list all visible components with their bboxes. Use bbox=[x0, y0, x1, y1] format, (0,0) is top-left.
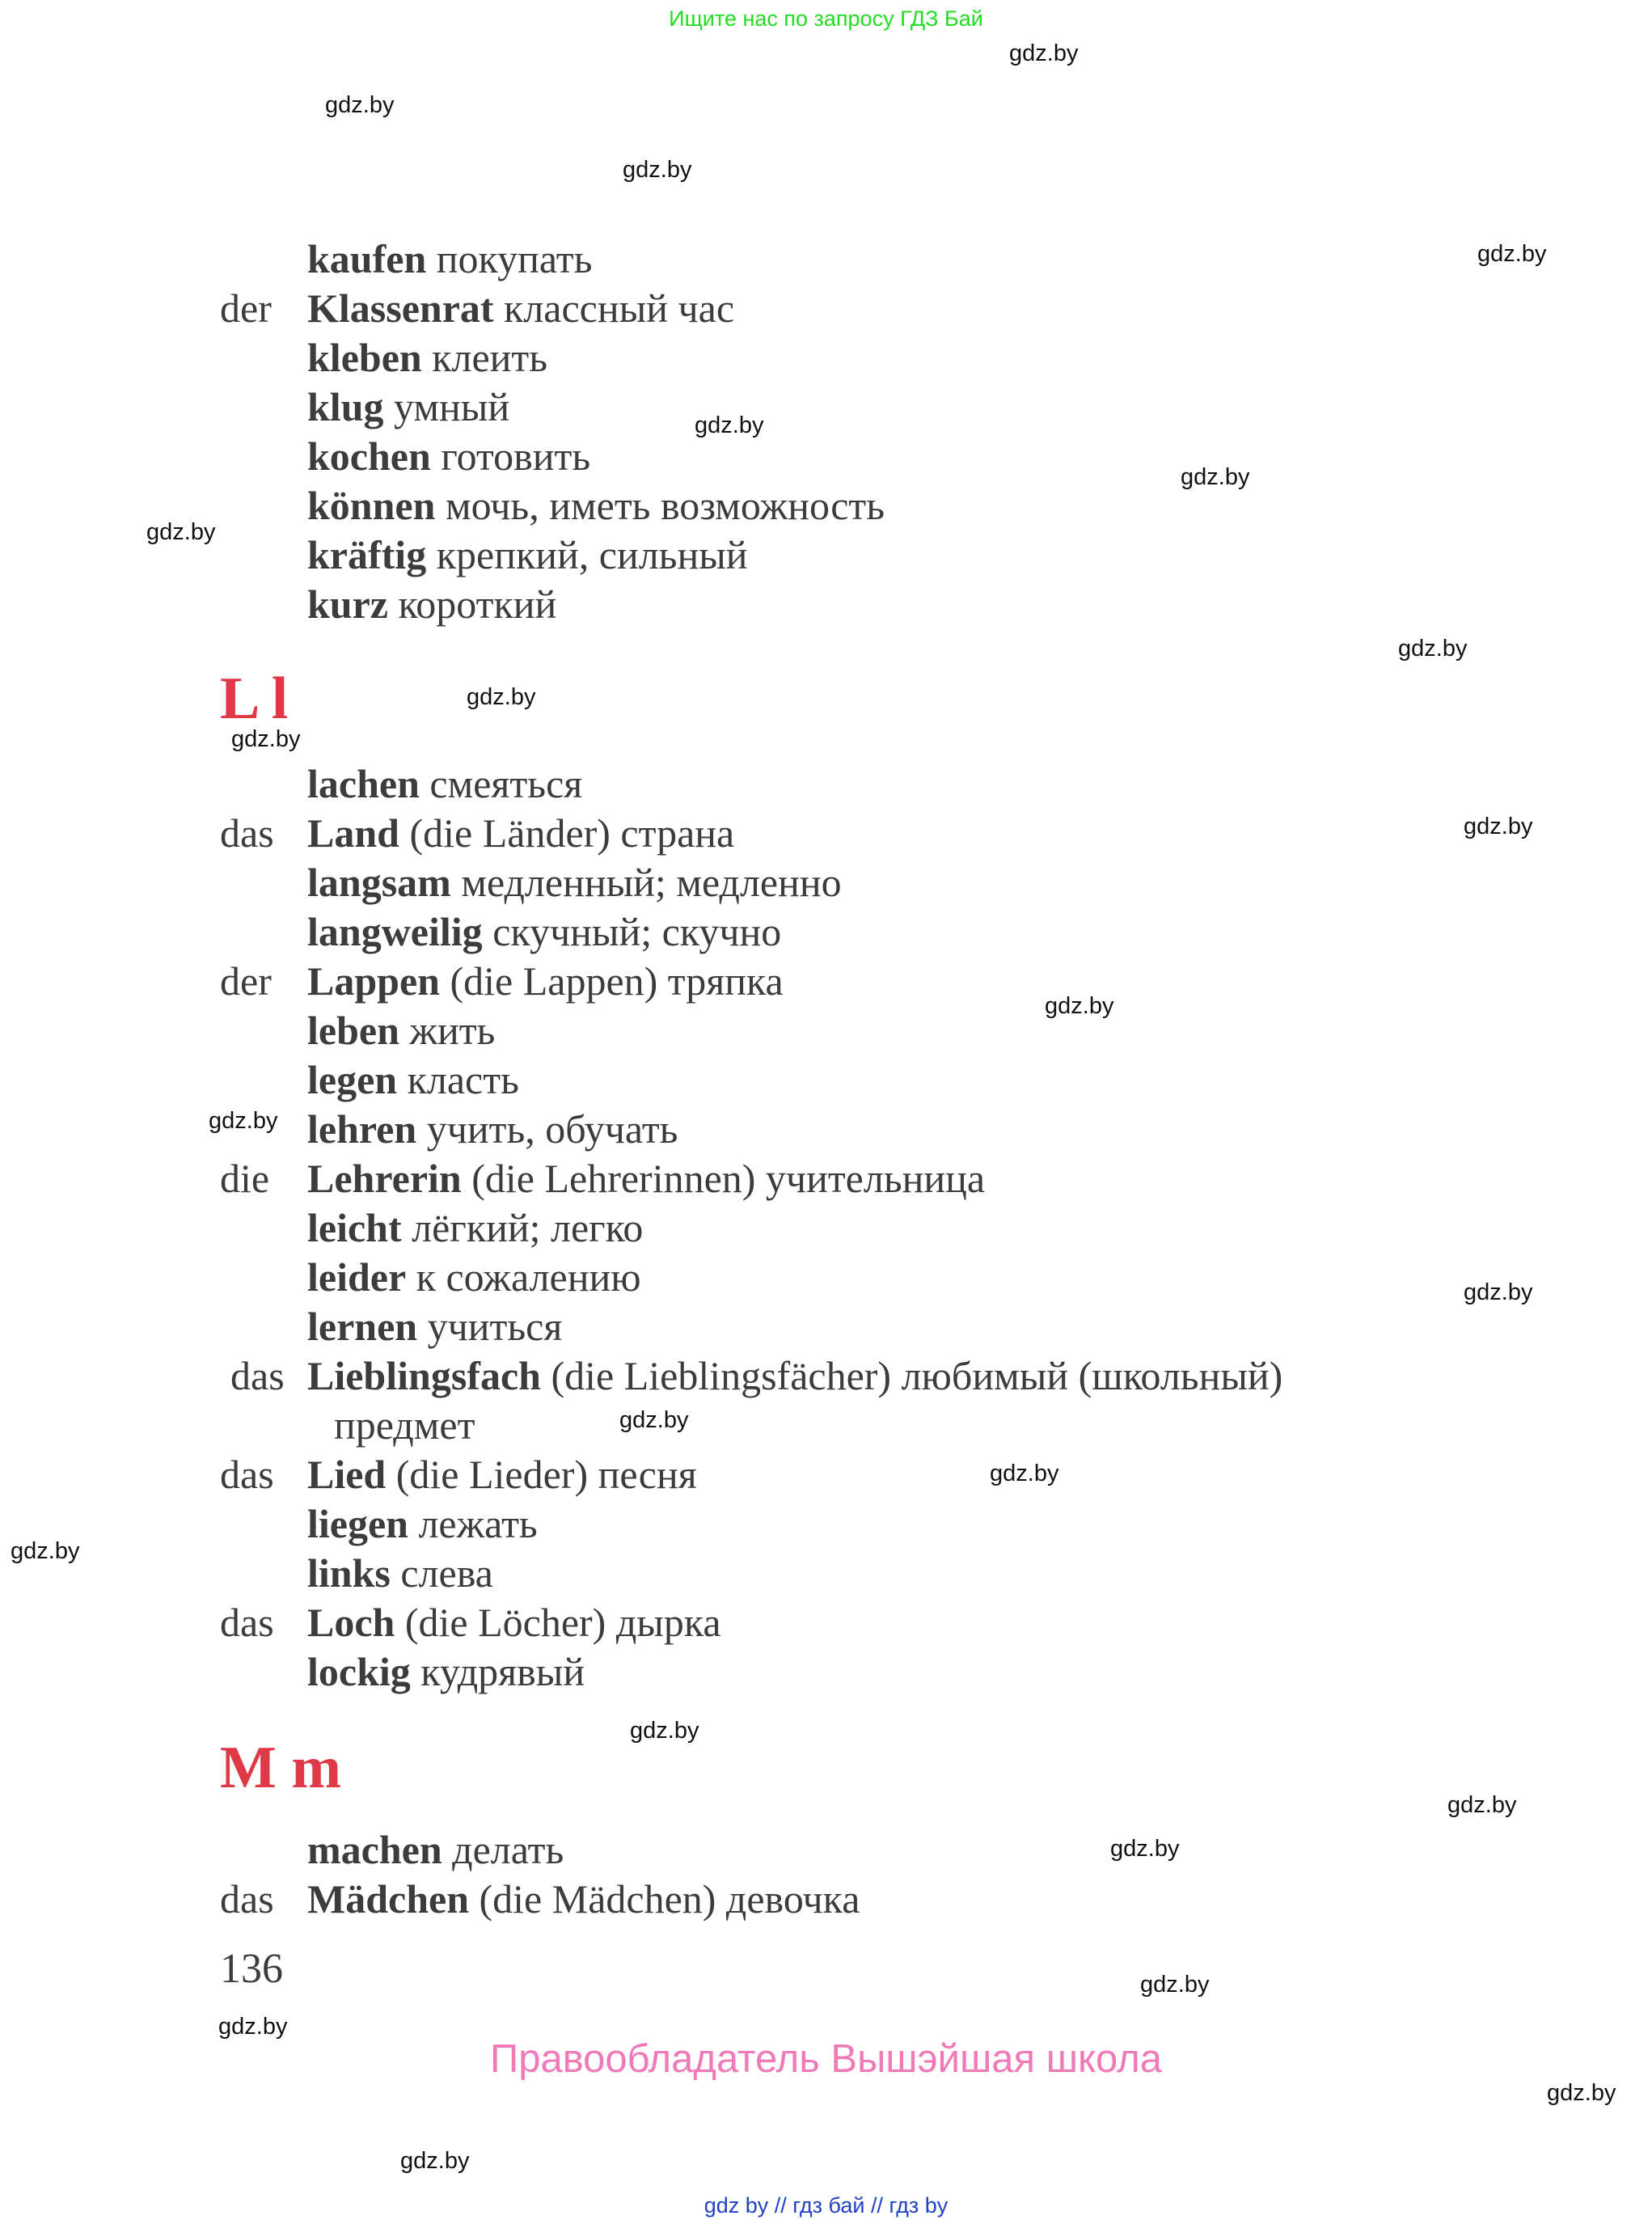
headword: lernen bbox=[307, 1304, 418, 1349]
translation: мочь, иметь возможность bbox=[435, 483, 885, 528]
top-banner: Ищите нас по запросу ГДЗ Бай bbox=[669, 6, 983, 31]
translation: (die Lehrerinnen) учительница bbox=[461, 1156, 986, 1201]
translation: клеить bbox=[421, 335, 548, 380]
headword: klug bbox=[307, 384, 384, 429]
translation: классный час bbox=[493, 285, 735, 331]
headword: können bbox=[307, 483, 436, 528]
entry bbox=[307, 1055, 519, 1105]
entry bbox=[307, 1824, 564, 1875]
article: die bbox=[220, 1156, 270, 1201]
entry bbox=[307, 1351, 1282, 1401]
entry bbox=[334, 1400, 475, 1450]
translation: лёгкий; легко bbox=[401, 1205, 644, 1250]
entry bbox=[307, 1104, 678, 1154]
entry bbox=[307, 382, 509, 432]
entry bbox=[307, 1499, 538, 1549]
translation: к сожалению bbox=[406, 1254, 641, 1300]
letter-heading-l: L l bbox=[220, 666, 289, 732]
translation: готовить bbox=[430, 433, 591, 479]
headword: leider bbox=[307, 1254, 407, 1300]
headword: Loch bbox=[307, 1600, 395, 1645]
entry bbox=[307, 1301, 562, 1351]
entry bbox=[307, 1548, 493, 1598]
watermark: gdz.by bbox=[400, 2148, 470, 2174]
headword: Lappen bbox=[307, 958, 440, 1004]
watermark: gdz.by bbox=[1398, 636, 1468, 662]
translation: учиться bbox=[417, 1304, 563, 1349]
translation: короткий bbox=[388, 581, 557, 627]
watermark: gdz.by bbox=[209, 1108, 278, 1134]
watermark: gdz.by bbox=[231, 726, 301, 752]
watermark: gdz.by bbox=[1464, 1279, 1533, 1305]
translation: учить, обучать bbox=[416, 1106, 678, 1152]
translation: делать bbox=[442, 1827, 564, 1872]
entry bbox=[307, 1597, 721, 1647]
article: das bbox=[220, 810, 274, 856]
copyright-notice: Правообладатель Вышэйшая школа bbox=[489, 2037, 1163, 2081]
translation: класть bbox=[397, 1057, 519, 1102]
translation: медленный; медленно bbox=[450, 860, 842, 905]
watermark: gdz.by bbox=[1447, 1792, 1517, 1818]
watermark: gdz.by bbox=[619, 1407, 689, 1433]
headword: langweilig bbox=[307, 909, 483, 954]
headword: leben bbox=[307, 1008, 399, 1053]
translation: кудрявый bbox=[410, 1649, 585, 1694]
entry bbox=[307, 808, 734, 858]
letter-heading-m: M m bbox=[220, 1735, 341, 1801]
headword: kurz bbox=[307, 581, 388, 627]
translation: жить bbox=[399, 1008, 496, 1053]
watermark: gdz.by bbox=[218, 2014, 288, 2040]
watermark: gdz.by bbox=[325, 92, 395, 118]
watermark: gdz.by bbox=[1110, 1836, 1180, 1862]
headword: kleben bbox=[307, 335, 422, 380]
headword: kaufen bbox=[307, 236, 427, 281]
headword: kräftig bbox=[307, 532, 427, 577]
watermark: gdz.by bbox=[1045, 993, 1114, 1019]
article: das bbox=[220, 1600, 274, 1645]
watermark: gdz.by bbox=[1181, 464, 1250, 490]
watermark: gdz.by bbox=[630, 1718, 699, 1744]
headword: leicht bbox=[307, 1205, 402, 1250]
headword: legen bbox=[307, 1057, 398, 1102]
headword: lockig bbox=[307, 1649, 411, 1694]
article: das bbox=[220, 1452, 274, 1497]
headword: machen bbox=[307, 1827, 442, 1872]
article: der bbox=[220, 285, 272, 331]
article: das bbox=[220, 1876, 274, 1922]
watermark: gdz.by bbox=[1477, 241, 1547, 267]
headword: lachen bbox=[307, 761, 420, 806]
entry bbox=[307, 1647, 585, 1697]
translation: (die Länder) страна bbox=[399, 810, 735, 856]
watermark: gdz.by bbox=[1547, 2080, 1616, 2106]
watermark: gdz.by bbox=[11, 1538, 80, 1564]
entry bbox=[307, 857, 842, 907]
translation: лежать bbox=[408, 1501, 538, 1546]
entry bbox=[307, 1203, 643, 1253]
watermark: gdz.by bbox=[695, 412, 764, 438]
headword: lehren bbox=[307, 1106, 417, 1152]
entry bbox=[307, 283, 734, 333]
footer-links[interactable]: gdz by // гдз бай // гдз by bbox=[703, 2193, 949, 2218]
watermark: gdz.by bbox=[990, 1461, 1059, 1486]
headword: Mädchen bbox=[307, 1876, 469, 1922]
headword: Land bbox=[307, 810, 399, 856]
translation: покупать bbox=[426, 236, 593, 281]
headword: Lieblingsfach bbox=[307, 1353, 541, 1398]
entry bbox=[307, 1252, 641, 1302]
headword: Lied bbox=[307, 1452, 387, 1497]
translation: умный bbox=[383, 384, 510, 429]
entry bbox=[307, 956, 784, 1006]
watermark: gdz.by bbox=[1009, 40, 1079, 66]
entry bbox=[307, 332, 547, 383]
entry bbox=[307, 1874, 860, 1924]
headword: langsam bbox=[307, 860, 451, 905]
page-number: 136 bbox=[220, 1946, 283, 1992]
entry bbox=[307, 431, 590, 481]
translation: (die Lappen) тряпка bbox=[439, 958, 784, 1004]
watermark: gdz.by bbox=[146, 519, 216, 545]
entry bbox=[307, 759, 582, 809]
entry bbox=[307, 1005, 495, 1055]
headword: liegen bbox=[307, 1501, 408, 1546]
headword: links bbox=[307, 1550, 391, 1596]
entry bbox=[307, 530, 748, 580]
headword: Lehrerin bbox=[307, 1156, 462, 1201]
headword: Klassenrat bbox=[307, 285, 494, 331]
translation: слева bbox=[390, 1550, 493, 1596]
article: das bbox=[230, 1353, 285, 1398]
translation: скучный; скучно bbox=[482, 909, 782, 954]
entry bbox=[307, 907, 781, 957]
entry bbox=[307, 234, 592, 284]
headword: kochen bbox=[307, 433, 431, 479]
watermark: gdz.by bbox=[1140, 1972, 1210, 1998]
watermark: gdz.by bbox=[1464, 814, 1533, 839]
article: der bbox=[220, 958, 272, 1004]
translation: предмет bbox=[334, 1402, 475, 1448]
translation: (die Lieblingsfächer) любимый (школьный) bbox=[540, 1353, 1283, 1398]
translation: (die Lieder) песня bbox=[386, 1452, 697, 1497]
translation: (die Mädchen) девочка bbox=[469, 1876, 860, 1922]
entry bbox=[307, 1153, 985, 1203]
entry bbox=[307, 579, 556, 629]
translation: (die Löcher) дырка bbox=[395, 1600, 721, 1645]
watermark: gdz.by bbox=[623, 157, 692, 183]
watermark: gdz.by bbox=[467, 684, 536, 710]
translation: смеяться bbox=[419, 761, 583, 806]
translation: крепкий, сильный bbox=[426, 532, 748, 577]
entry bbox=[307, 1449, 697, 1499]
entry bbox=[307, 480, 885, 531]
